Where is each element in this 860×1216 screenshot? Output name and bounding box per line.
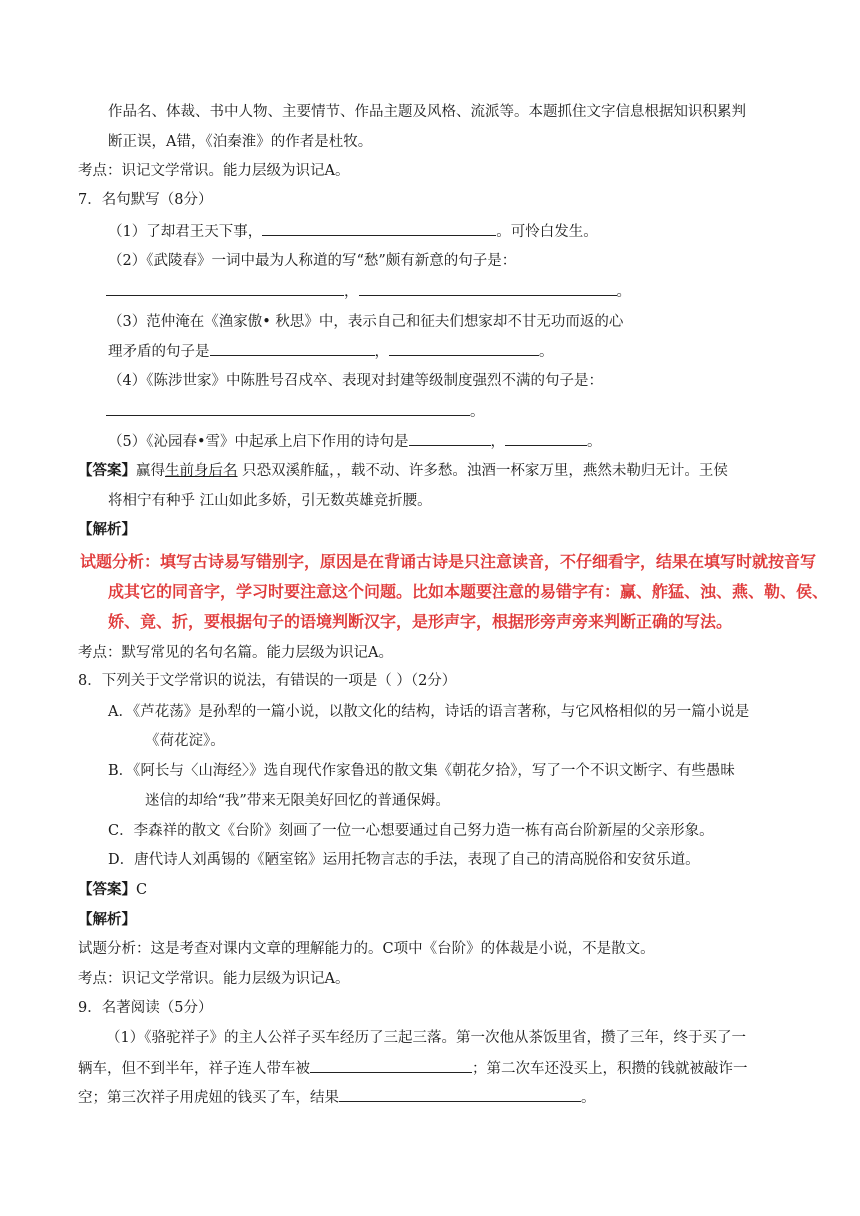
q7-item-2-sep: ， bbox=[344, 284, 359, 300]
q7-item-5 bbox=[108, 430, 602, 453]
q7-item-4-line-1: （4）《陈涉世家》中陈胜号召戍卒、表现对封建等级制度强烈不满的句子是： bbox=[108, 373, 603, 389]
q7-answer-part-b: 只恐双溪舴艋，，载不动、许多愁。浊酒一杯家万里，燕然未勒归无计。王侯 bbox=[237, 463, 728, 479]
q7-answer-underlined: 生前身后名 bbox=[165, 463, 238, 479]
q7-item-5-sep: ， bbox=[490, 434, 506, 450]
q8-option-a-line-1: A．《芦花荡》是孙犁的一篇小说，以散文化的结构，诗话的语言著称，与它风格相似的另一篇小说是 bbox=[108, 704, 750, 720]
q8-jiexi-label: 【解析】 bbox=[78, 911, 136, 928]
q9-line-2-blank[interactable] bbox=[310, 1057, 472, 1073]
q7-answer-part-a: 赢得 bbox=[136, 463, 165, 479]
q7-answer-label: 【答案】 bbox=[78, 462, 136, 479]
q7-answer-line-1 bbox=[78, 460, 728, 482]
q9-line-1: （1）《骆驼祥子》的主人公祥子买车经历了三起三落。第一次他从茶饭里省，攒了三年，终于买了一 bbox=[106, 1030, 746, 1046]
prev-kaodian: 考点：识记文学常识。能力层级为识记A。 bbox=[78, 163, 350, 179]
q7-item-3-blank-a[interactable] bbox=[210, 340, 375, 356]
q7-item-1-pre: （1）了却君王天下事， bbox=[108, 224, 263, 240]
q7-analysis-line-2: 成其它的同音字，学习时要注意这个问题。比如本题要注意的易错字有：赢、舴猛、浊、燕、勒、侯、 bbox=[108, 582, 829, 601]
q8-option-b-line-2: 迷信的却给“我”带来无限美好回忆的普通保姆。 bbox=[145, 793, 450, 809]
q9-line-3-end: 。 bbox=[581, 1090, 596, 1106]
q9-line-2-post: ；第二次车还没买上，积攒的钱就被敲诈一 bbox=[472, 1061, 748, 1077]
q7-item-2-blank-a[interactable] bbox=[106, 280, 344, 296]
q7-analysis-line-3: 娇、竟、折，要根据句子的语境判断汉字，是形声字，根据形旁声旁来判断正确的写法。 bbox=[108, 612, 733, 631]
q7-title: 7．名句默写（8分） bbox=[78, 192, 213, 208]
q8-option-b-line-1: B．《阿长与〈山海经〉》选自现代作家鲁迅的散文集《朝花夕拾》，写了一个不识文断字、有些愚昧 bbox=[108, 763, 735, 779]
q7-item-3-pre: 理矛盾的句子是 bbox=[108, 344, 210, 360]
q8-title: 8．下列关于文学常识的说法，有错误的一项是（ ）（2分） bbox=[78, 673, 457, 689]
q7-item-2-line-2 bbox=[106, 280, 631, 303]
prev-analysis-line-2: 断正误，A错，《泊秦淮》的作者是杜牧。 bbox=[108, 134, 373, 150]
q7-item-3-end: 。 bbox=[539, 344, 554, 360]
q9-line-3 bbox=[78, 1086, 596, 1109]
q7-item-2-blank-b[interactable] bbox=[359, 280, 617, 296]
q7-item-3-line-1: （3）范仲淹在《渔家傲• 秋思》中，表示自己和征夫们想家却不甘无功而返的心 bbox=[108, 314, 624, 330]
q7-item-2-end: 。 bbox=[616, 284, 631, 300]
q7-item-3-sep: ， bbox=[374, 344, 389, 360]
q9-line-2-pre: 辆车，但不到半年，祥子连人带车被 bbox=[78, 1061, 310, 1077]
q7-item-1-post: 。可怜白发生。 bbox=[496, 224, 598, 240]
q7-item-5-blank-b[interactable] bbox=[505, 430, 587, 446]
q9-title: 9．名著阅读（5分） bbox=[78, 1000, 213, 1016]
q8-answer-value: C bbox=[136, 882, 148, 898]
q9-line-3-blank[interactable] bbox=[339, 1086, 581, 1102]
q8-analysis: 试题分析：这是考查对课内文章的理解能力的。C项中《台阶》的体裁是小说，不是散文。 bbox=[78, 941, 655, 957]
q9-line-3-pre: 空；第三次祥子用虎妞的钱买了车，结果 bbox=[78, 1090, 339, 1106]
q7-item-1-blank[interactable] bbox=[262, 220, 496, 236]
q8-option-d: D．唐代诗人刘禹锡的《陋室铭》运用托物言志的手法，表现了自己的清高脱俗和安贫乐道。 bbox=[108, 852, 700, 868]
q7-item-5-end: 。 bbox=[587, 434, 602, 450]
q7-item-5-pre: （5）《沁园春•雪》中起承上启下作用的诗句是 bbox=[108, 434, 409, 450]
q7-item-3-line-2 bbox=[108, 340, 554, 363]
q8-option-a-line-2: 《荷花淀》。 bbox=[145, 733, 225, 749]
q7-jiexi-label: 【解析】 bbox=[78, 521, 136, 538]
prev-analysis-line-1: 作品名、体裁、书中人物、主要情节、作品主题及风格、流派等。本题抓住文字信息根据知识积累判 bbox=[108, 104, 746, 120]
q7-item-5-blank-a[interactable] bbox=[409, 430, 491, 446]
q7-analysis-line-1: 试题分析：填写古诗易写错别字，原因是在背诵古诗是只注意读音，不仔细看字，结果在填写时就按音写 bbox=[80, 552, 817, 571]
q7-item-4-line-2 bbox=[106, 400, 485, 423]
q8-answer-label: 【答案】 bbox=[78, 881, 136, 898]
q8-option-c: C．李森祥的散文《台阶》刻画了一位一心想要通过自己努力造一栋有高台阶新屋的父亲形象。 bbox=[108, 823, 714, 839]
q7-answer-line-2: 将相宁有种乎 江山如此多娇，引无数英雄竞折腰。 bbox=[108, 493, 432, 509]
q7-item-1 bbox=[108, 220, 598, 243]
q7-kaodian: 考点：默写常见的名句名篇。能力层级为识记A。 bbox=[78, 645, 393, 661]
q8-kaodian: 考点：识记文学常识。能力层级为识记A。 bbox=[78, 971, 350, 987]
q7-item-2-line-1: （2）《武陵春》一词中最为人称道的写“愁”颇有新意的句子是： bbox=[108, 253, 517, 269]
q7-item-4-end: 。 bbox=[470, 404, 485, 420]
q9-line-2 bbox=[78, 1057, 748, 1080]
q8-answer bbox=[78, 879, 147, 901]
q7-item-4-blank[interactable] bbox=[106, 400, 470, 416]
q7-item-3-blank-b[interactable] bbox=[389, 340, 539, 356]
